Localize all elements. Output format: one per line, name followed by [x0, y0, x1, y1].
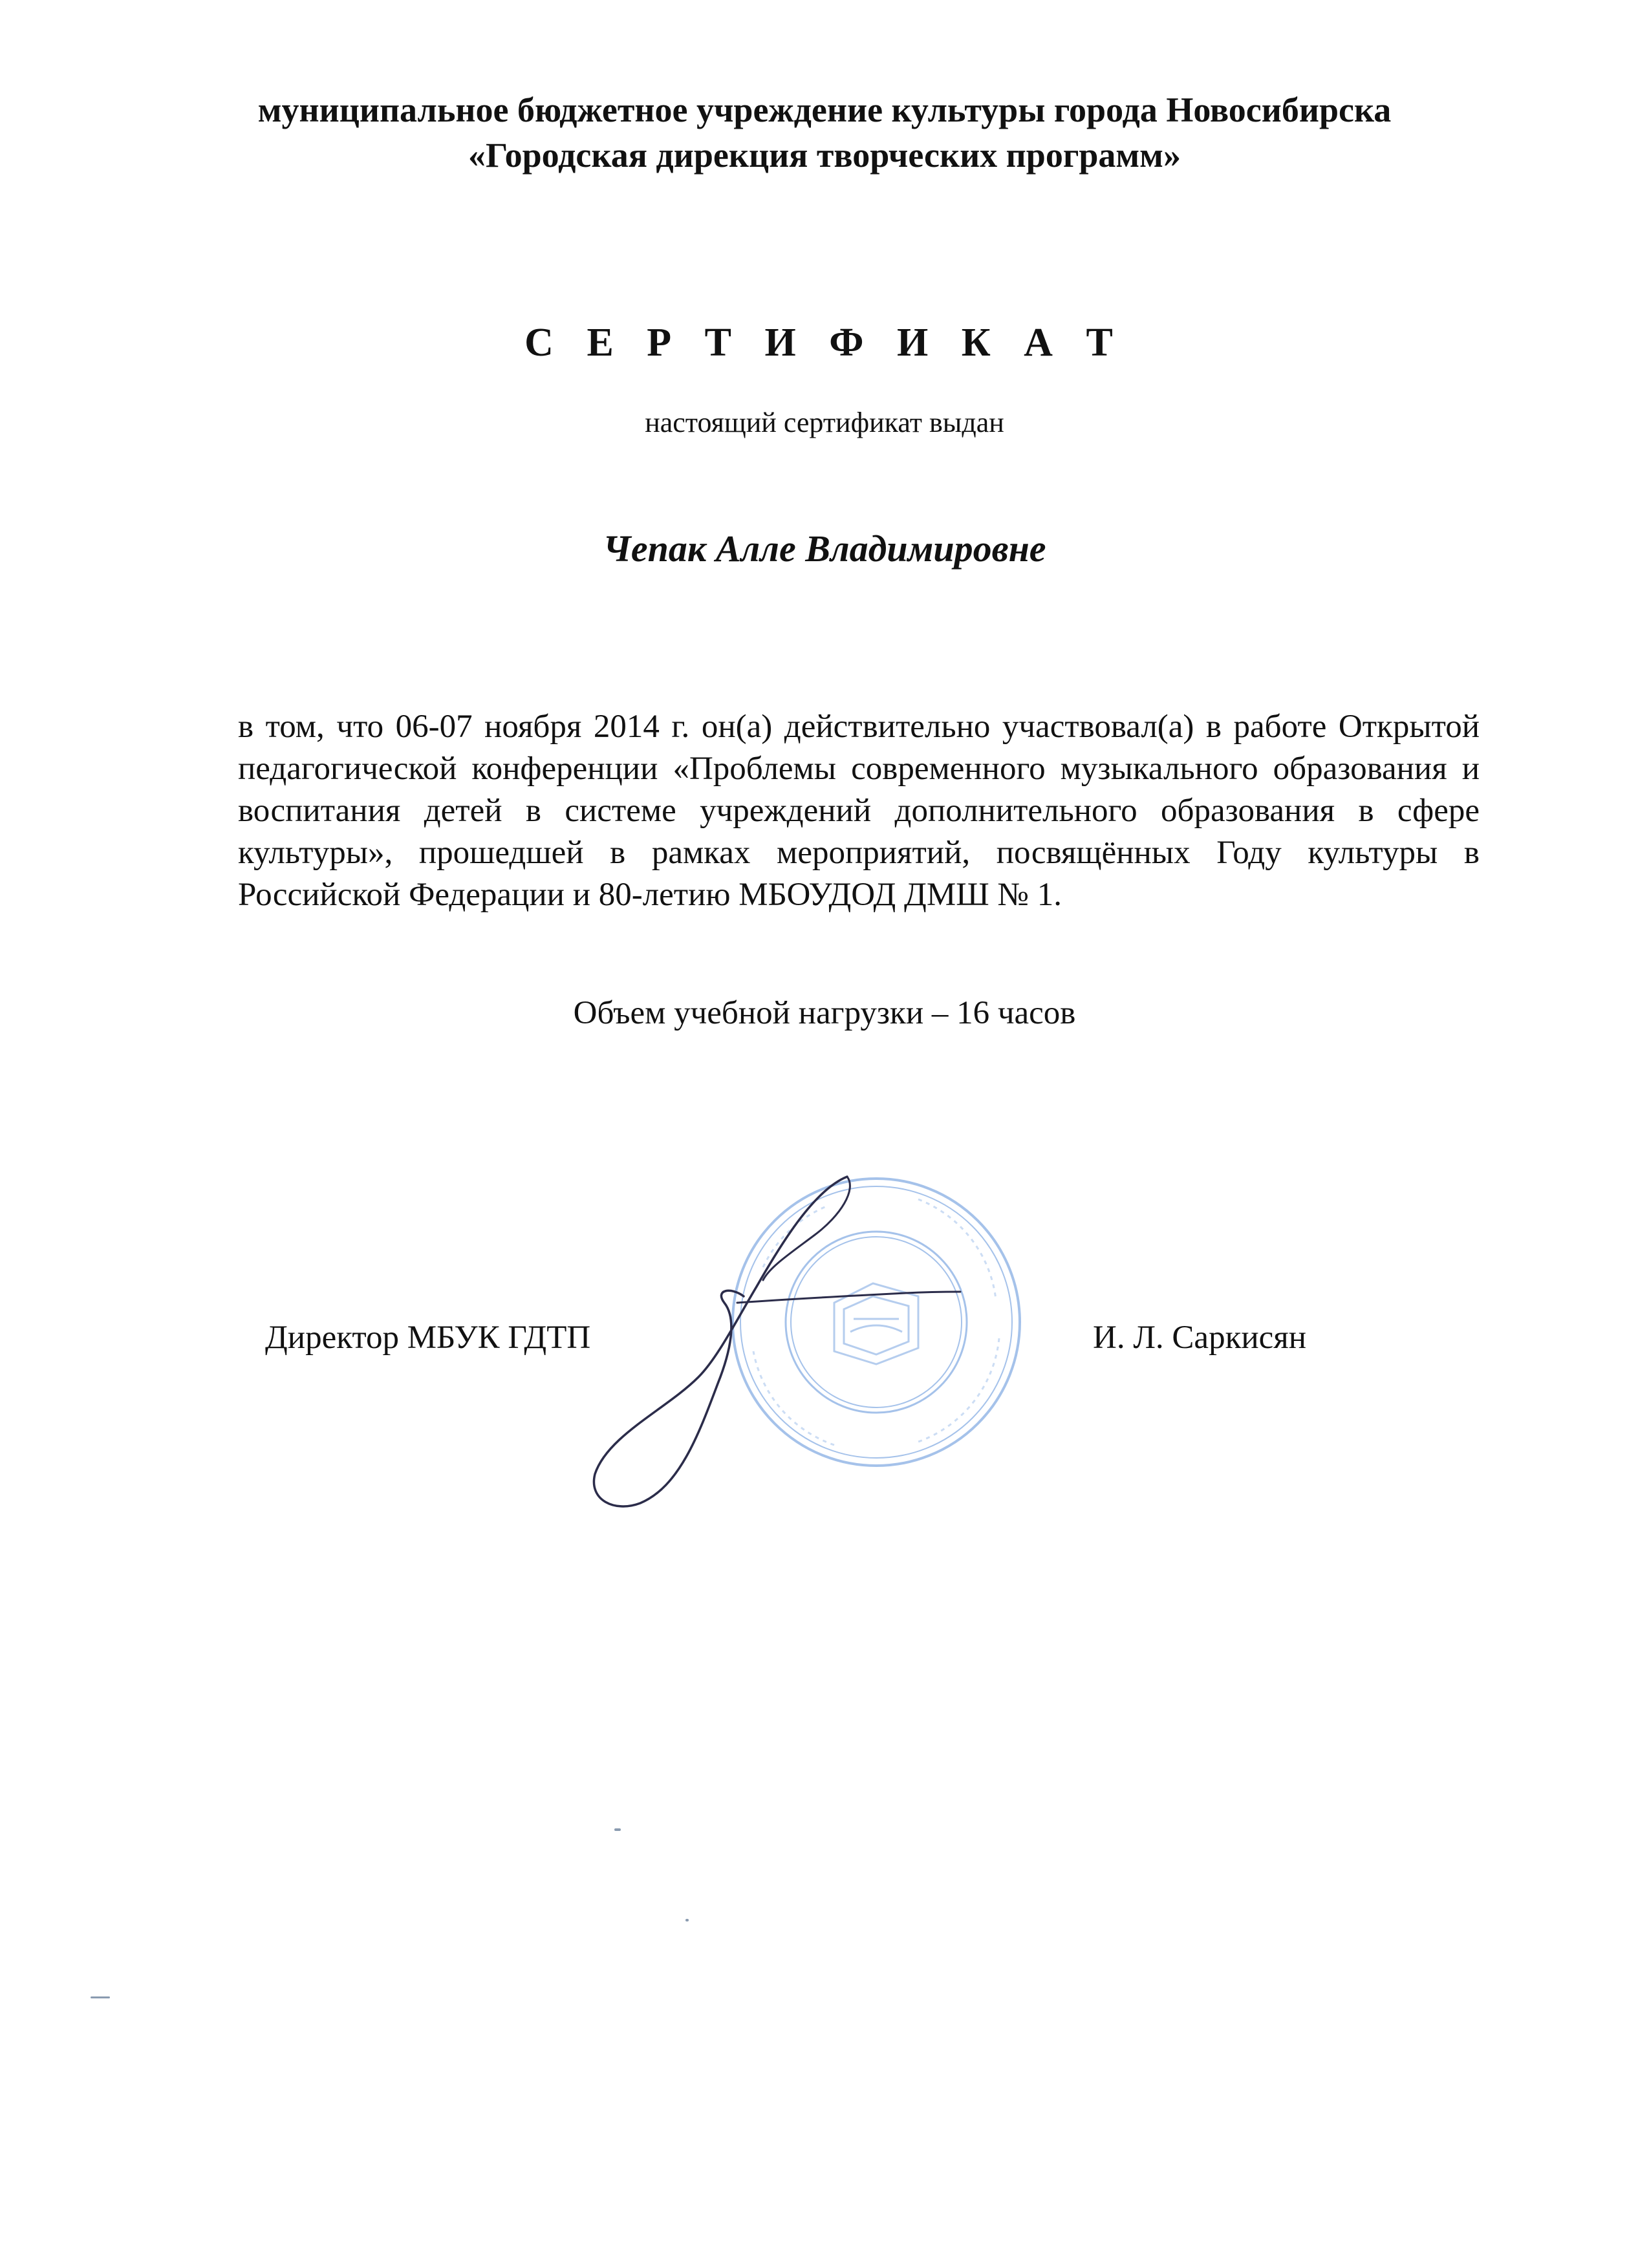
scan-speck	[91, 1996, 110, 1998]
handwritten-signature	[569, 1164, 983, 1513]
institution-name-line2: «Городская дирекция творческих программ»	[468, 136, 1181, 175]
scan-speck	[614, 1828, 621, 1831]
certificate-body: в том, что 06-07 ноября 2014 г. он(а) действительно участвовал(а) в работе Открытой педагогической конференции «Проблемы современного музыкального образования и воспитания детей в системе учреждений дополнительного образования в сфере культуры», прошедшей в рамках мероприятий, посвящённых Году культуры в Российской Федерации и 80-летию МБОУДОД ДМШ № 1.	[238, 709, 1480, 913]
certificate-title: С Е Р Т И Ф И К А Т	[524, 321, 1125, 365]
recipient-name: Чепак Алле Владимировне	[603, 528, 1046, 570]
signatory-name: И. Л. Саркисян	[1093, 1320, 1307, 1356]
scan-speck	[685, 1919, 689, 1921]
institution-name-line1: муниципальное бюджетное учреждение культуры города Новосибирска	[257, 91, 1392, 129]
certificate-subtitle: настоящий сертификат выдан	[645, 407, 1004, 438]
workload-line: Объем учебной нагрузки – 16 часов	[573, 995, 1076, 1031]
signatory-position: Директор МБУК ГДТП	[265, 1320, 591, 1356]
